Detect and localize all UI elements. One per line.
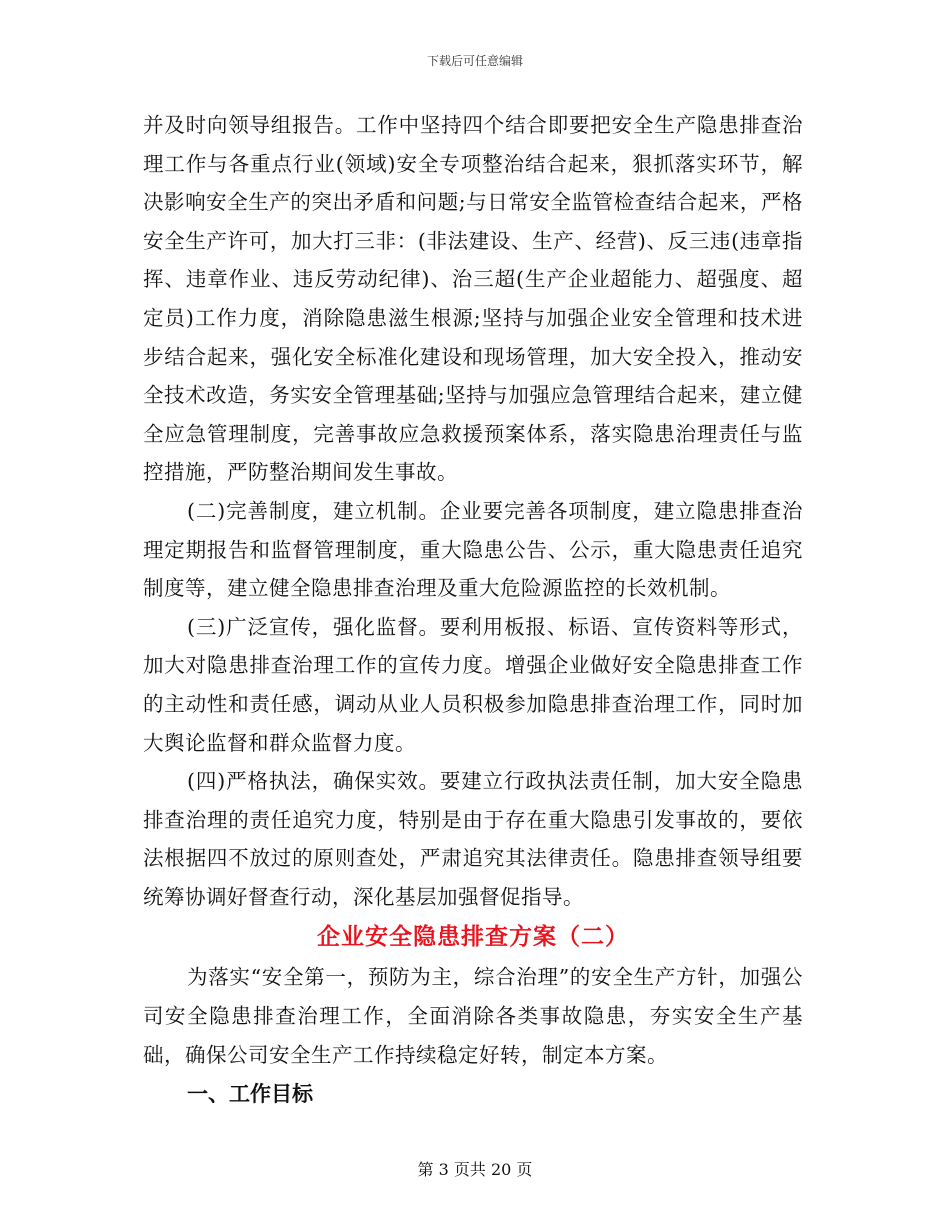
section-heading: 一、工作目标 [187, 1081, 313, 1107]
document-body [143, 106, 803, 1114]
body-paragraph: (四)严格执法，确保实效。要建立行政执法责任制，加大安全隐患排查治理的责任追究力度，特别是由于存在重大隐患引发事故的，要依法根据四不放过的原则查处，严肃追究其法律责任。隐患排查领导组要统筹协调好督查行动，深化基层加强督促指导。 [143, 769, 803, 909]
page-footer: 第 3 页共 20 页 [417, 1160, 533, 1179]
body-paragraph: (二)完善制度，建立机制。企业要完善各项制度，建立隐患排查治理定期报告和监督管理制度，重大隐患公告、公示，重大隐患责任追究制度等，建立健全隐患排查治理及重大危险源监控的长效机制。 [143, 498, 803, 601]
intro-paragraph: 为落实“安全第一，预防为主，综合治理”的安全生产方针，加强公司安全隐患排查治理工作，全面消除各类事故隐患，夯实安全生产基础，确保公司安全生产工作持续稳定好转，制定本方案。 [143, 965, 803, 1067]
body-paragraph: (三)广泛宣传，强化监督。要利用板报、标语、宣传资料等形式，加大对隐患排查治理工作的宣传力度。增强企业做好安全隐患排查工作的主动性和责任感，调动从业人员积极参加隐患排查治理工作，同时加大舆论监督和群众监督力度。 [143, 614, 803, 755]
page-header-note: 下载后可任意编辑 [426, 54, 523, 68]
body-paragraph: 并及时向领导组报告。工作中坚持四个结合即要把安全生产隐患排查治理工作与各重点行业(领域)安全专项整治结合起来，狠抓落实环节，解决影响安全生产的突出矛盾和问题;与日常安全监管检查结合起来，严格安全生产许可，加大打三非：(非法建设、生产、经营)、反三违(违章指挥、违章作业、违反劳动纪律)、治三超(生产企业超能力、超强度、超定员)工作力度，消除隐患滋生根源;坚持与加强企业安全管理和技术进步结合起来，强化安全标准化建设和现场管理，加大安全投入，推动安全技术改造，务实安全管理基础;坚持与加强应急管理结合起来，建立健全应急管理制度，完善事故应急救援预案体系，落实隐患治理责任与监控措施，严防整治期间发生事故。 [143, 113, 803, 485]
section-title: 企业安全隐患排查方案（二） [317, 923, 629, 951]
